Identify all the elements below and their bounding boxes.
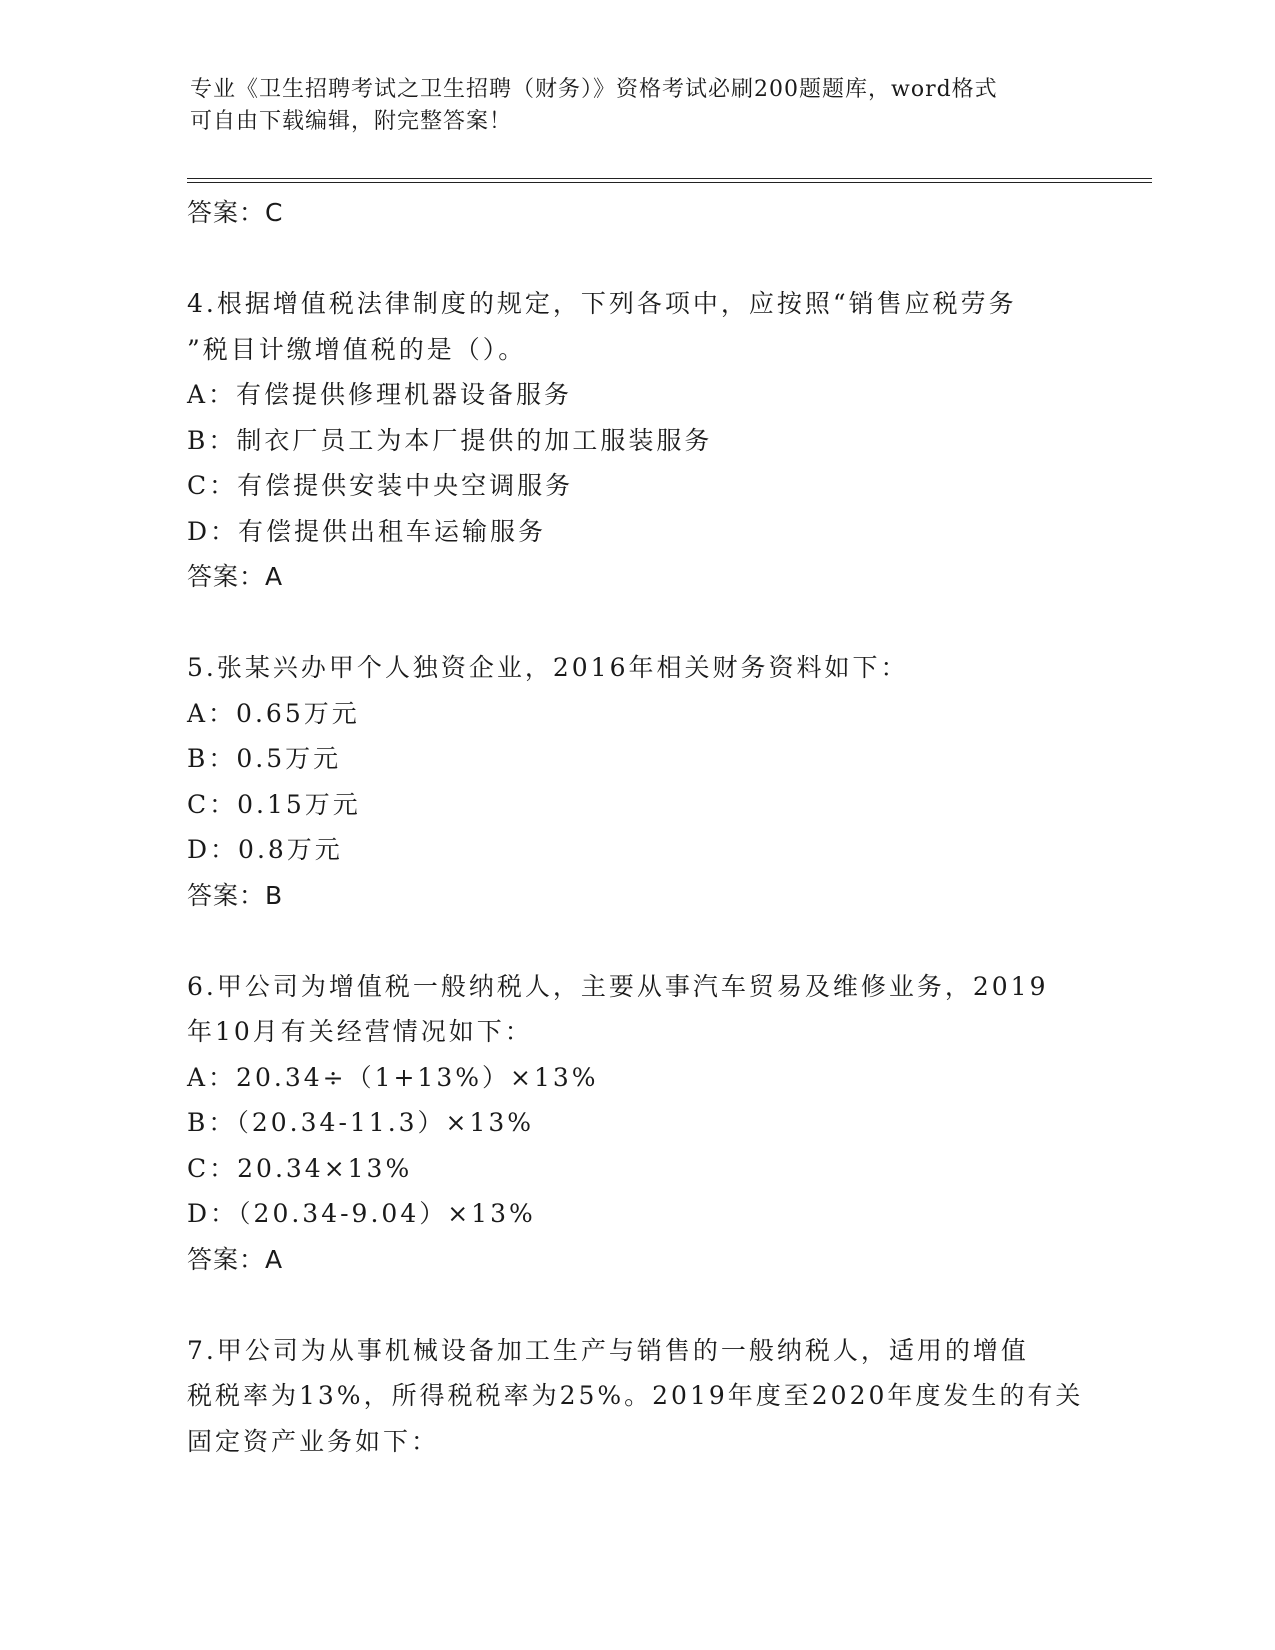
option-a: A：0.65万元 [187,698,360,728]
question-block-7 [187,1328,1087,1465]
option-c: C：有偿提供安装中央空调服务 [187,471,574,500]
question-text: 税税率为13%，所得税税率为25%。2019年度至2020年度发生的有关 [187,1381,1084,1410]
header-line-2: 可自由下载编辑，附完整答案！ [190,109,513,134]
spacer [187,236,1087,282]
spacer [187,918,1087,964]
question-block-5 [187,645,1087,918]
header-divider-bottom [187,182,1152,183]
answer-block-3 [187,190,1087,236]
question-text: 年10月有关经营情况如下： [187,1017,533,1046]
option-b: B：0.5万元 [187,744,342,773]
option-c: C：0.15万元 [187,789,361,819]
answer-line: 答案：C [187,198,284,227]
answer-line: 答案：A [187,1244,284,1274]
option-d: D：0.8万元 [187,835,343,864]
question-text: 固定资产业务如下： [187,1426,440,1456]
question-list [187,190,1087,1464]
option-a: A：20.34÷（1+13%）×13% [187,1062,599,1092]
answer-line: 答案：B [187,880,284,910]
question-text: ”税目计缴增值税的是（）。 [187,334,527,364]
question-text: 6.甲公司为增值税一般纳税人，主要从事汽车贸易及维修业务，2019 [187,971,1049,1001]
answer-line: 答案：A [187,562,284,591]
question-text: 4.根据增值税法律制度的规定，下列各项中，应按照“销售应税劳务 [187,289,1017,318]
option-b: B：制衣厂员工为本厂提供的加工服装服务 [187,425,713,455]
option-c: C：20.34×13% [187,1153,413,1183]
option-d: D：（20.34-9.04）×13% [187,1199,536,1228]
option-a: A：有偿提供修理机器设备服务 [187,380,573,409]
spacer [187,1282,1087,1328]
question-text: 5.张某兴办甲个人独资企业，2016年相关财务资料如下： [187,653,909,682]
option-b: B：（20.34-11.3）×13% [187,1108,535,1137]
header-line-1: 专业《卫生招聘考试之卫生招聘（财务）》资格考试必刷200题题库，word格式 [190,77,998,102]
question-block-6 [187,964,1087,1283]
question-block-4 [187,281,1087,600]
spacer [187,600,1087,646]
header-divider-top [187,178,1152,179]
option-d: D：有偿提供出租车运输服务 [187,516,547,546]
question-text: 7.甲公司为从事机械设备加工生产与销售的一般纳税人，适用的增值 [187,1335,1029,1365]
document-header [190,74,1070,138]
